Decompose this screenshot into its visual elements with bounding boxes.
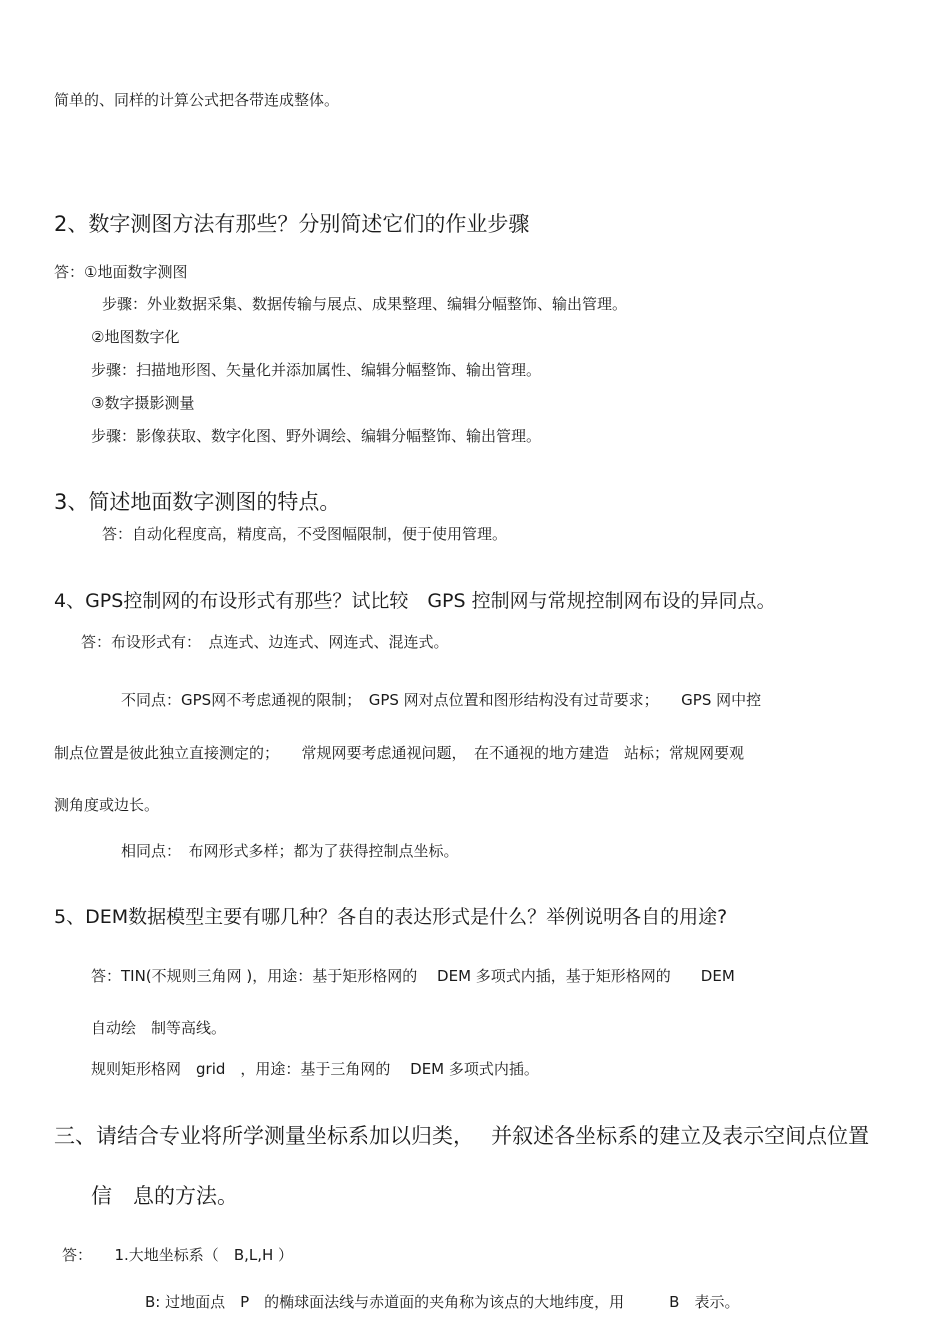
question-4-heading: 4、GPS控制网的布设形式有那些？试比较 GPS 控制网与常规控制网布设的异同点。 (54, 590, 776, 612)
q2-method-3: ③数字摄影测量 (91, 394, 195, 412)
q5-answer-line-1: 答：TIN(不规则三角网 )，用途：基于矩形格网的 DEM 多项式内插，基于矩形格网的 DEM (91, 967, 735, 985)
section-3-heading-line-2: 信 息的方法。 (91, 1184, 238, 1208)
question-5-heading: 5、DEM数据模型主要有哪几种？各自的表达形式是什么？举例说明各自的用途? (54, 906, 728, 928)
q4-difference-line-2: 制点位置是彼此独立直接测定的； 常规网要考虑通视问题， 在不通视的地方建造 站标；常规网要观 (54, 744, 745, 762)
q2-steps-2: 步骤：扫描地形图、矢量化并添加属性、编辑分幅整饰、输出管理。 (91, 361, 542, 379)
section-3-answer: 答： 1.大地坐标系（ B,L,H ） (62, 1246, 294, 1264)
q3-answer: 答：自动化程度高，精度高，不受图幅限制，便于使用管理。 (102, 525, 508, 543)
question-2-heading: 2、数字测图方法有那些？分别简述它们的作业步骤 (54, 212, 530, 236)
q2-steps-3: 步骤：影像获取、数字化图、野外调绘、编辑分幅整饰、输出管理。 (91, 427, 542, 445)
q2-answer-method-1: 答：①地面数字测图 (54, 263, 188, 281)
q4-similarity: 相同点： 布网形式多样；都为了获得控制点坐标。 (121, 842, 459, 860)
q4-difference-line-3: 测角度或边长。 (54, 796, 160, 814)
intro-text: 简单的、同样的计算公式把各带连成整体。 (54, 91, 340, 109)
q2-method-2: ②地图数字化 (91, 328, 180, 346)
section-3-b-definition: B: 过地面点 P 的椭球面法线与赤道面的夹角称为该点的大地纬度，用 B 表示。 (145, 1293, 740, 1311)
q4-difference-line-1: 不同点：GPS网不考虑通视的限制； GPS 网对点位置和图形结构没有过苛要求； GPS 网中控 (121, 691, 762, 709)
q2-steps-1: 步骤：外业数据采集、数据传输与展点、成果整理、编辑分幅整饰、输出管理。 (102, 295, 628, 313)
question-3-heading: 3、简述地面数字测图的特点。 (54, 490, 341, 514)
q4-answer: 答：布设形式有： 点连式、边连式、网连式、混连式。 (81, 633, 449, 651)
section-3-heading-line-1: 三、请结合专业将所学测量坐标系加以归类， 并叙述各坐标系的建立及表示空间点位置 (54, 1124, 870, 1148)
q5-answer-line-2: 自动绘 制等高线。 (91, 1019, 227, 1037)
q5-answer-line-3: 规则矩形格网 grid ，用途：基于三角网的 DEM 多项式内插。 (91, 1060, 539, 1078)
